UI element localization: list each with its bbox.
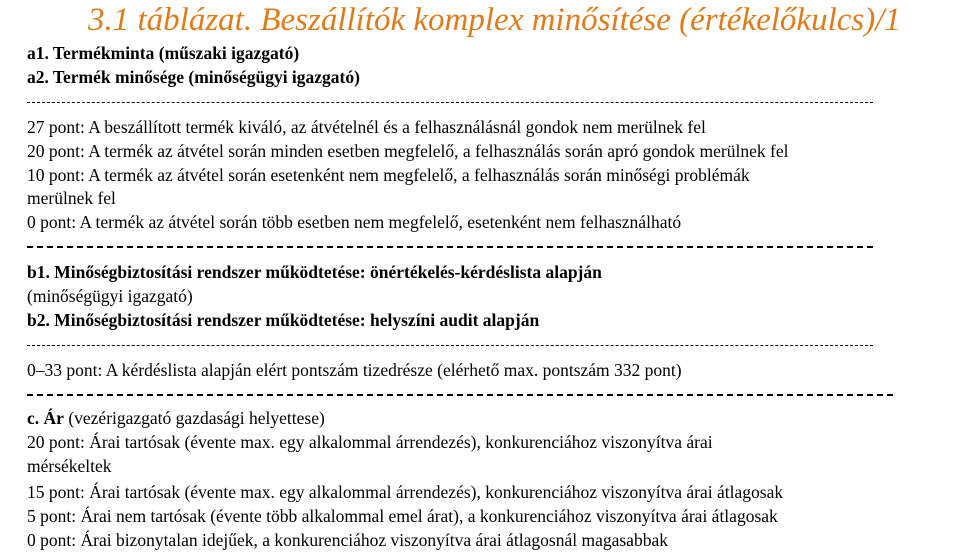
score-line: 5 pont: Árai nem tartósak (évente több alkalommal emel árat), a konkurenciához viszonyítva árai átlagosak	[27, 506, 778, 526]
heading-a2: a2. Termék minősége (minőségügyi igazgató)	[27, 67, 360, 87]
score-line: 10 pont: A termék az átvétel során esetenként nem megfelelő, a felhasználás során minőségi problémák	[27, 165, 750, 185]
score-line: 20 pont: A termék az átvétel során minden esetben megfelelő, a felhasználás során apró gondok merülnek fel	[27, 141, 789, 161]
table-title: 3.1 táblázat. Beszállítók komplex minősítése (értékelőkulcs)/1	[88, 2, 901, 38]
score-line: 27 pont: A beszállított termék kiváló, az átvételnél és a felhasználásnál gondok nem merülnek fel	[27, 117, 706, 137]
heading-c-note: (vezérigazgató gazdasági helyettese)	[63, 408, 325, 428]
separator-line	[27, 345, 873, 346]
heading-c	[27, 407, 325, 429]
heading-b1: b1. Minőségbiztosítási rendszer működtetése: önértékelés-kérdéslista alapján	[27, 262, 602, 282]
heading-b1-note: (minőségügyi igazgató)	[27, 286, 193, 306]
heading-a1: a1. Termékminta (műszaki igazgató)	[27, 43, 300, 63]
score-line: 0 pont: A termék az átvétel során több esetben nem megfelelő, esetenként nem felhasználható	[27, 212, 682, 232]
separator-line	[27, 246, 873, 248]
score-line: 0 pont: Árai bizonytalan idejűek, a konkurenciához viszonyítva árai átlagosnál magasabbak	[27, 530, 668, 550]
heading-b2: b2. Minőségbiztosítási rendszer működtetése: helyszíni audit alapján	[27, 310, 540, 330]
score-line-continued: mérsékeltek	[27, 456, 112, 476]
score-line: 15 pont: Árai tartósak (évente max. egy alkalommal árrendezés), konkurenciához viszonyítva árai átlagosak	[27, 482, 784, 502]
separator-line	[27, 102, 873, 103]
separator-line	[27, 394, 893, 396]
heading-c-label: c. Ár	[27, 408, 64, 428]
score-line: 20 pont: Árai tartósak (évente max. egy alkalommal árrendezés), konkurenciához viszonyítva árai	[27, 432, 713, 452]
score-line: 0–33 pont: A kérdéslista alapján elért pontszám tizedrésze (elérhető max. pontszám 332 pont)	[27, 360, 682, 380]
score-line-continued: merülnek fel	[27, 188, 116, 208]
